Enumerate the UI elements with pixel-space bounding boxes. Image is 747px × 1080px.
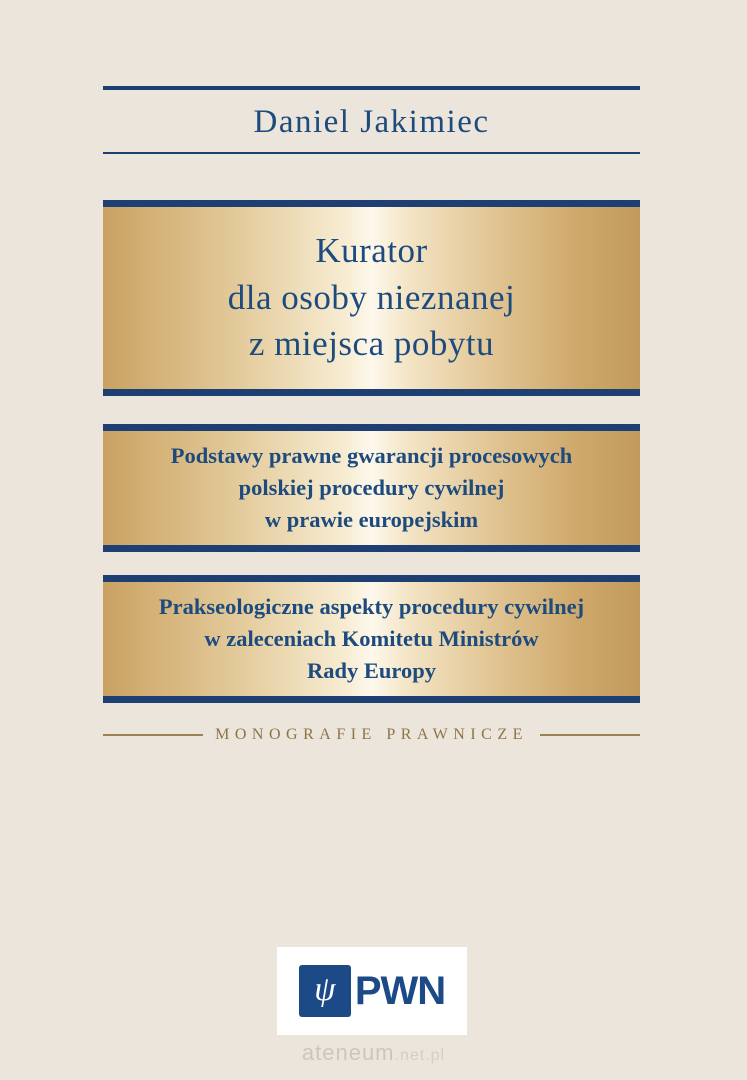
series-label: MONOGRAFIE PRAWNICZE — [215, 726, 528, 743]
subtitle-2-text — [103, 591, 640, 687]
author-bottom-rule — [103, 152, 640, 154]
subtitle-1-line-1: Podstawy prawne gwarancji procesowych — [170, 443, 573, 469]
series-line — [103, 726, 640, 744]
series-rule-right — [540, 734, 640, 736]
watermark-suffix: .net.pl — [394, 1047, 446, 1064]
title-line-3: z miejsca pobytu — [248, 324, 495, 364]
subtitle-1-text — [103, 440, 640, 536]
author-block — [103, 86, 640, 154]
publisher-logo — [277, 947, 467, 1035]
series-rule-left — [103, 734, 203, 736]
subtitle-panel-1 — [103, 424, 640, 552]
title-panel — [103, 200, 640, 396]
title-line-2: dla osoby nieznanej — [227, 277, 516, 317]
subtitle-2-line-2: w zaleceniach Komitetu Ministrów — [204, 626, 539, 652]
watermark — [0, 1040, 747, 1066]
subtitle-panel-2 — [103, 575, 640, 703]
subtitle-1-line-3: w prawie europejskim — [264, 506, 479, 532]
pwn-mark-glyph: ψ — [314, 971, 336, 1008]
subtitle-2-line-1: Prakseologiczne aspekty procedury cywilnej — [158, 594, 585, 620]
subtitle-1-line-2: polskiej procedury cywilnej — [238, 475, 505, 501]
title-text — [103, 228, 640, 368]
pwn-mark-icon — [299, 965, 351, 1017]
watermark-main: ateneum — [301, 1040, 395, 1065]
publisher-name: PWN — [354, 969, 446, 1013]
title-line-1: Kurator — [315, 231, 428, 271]
publisher-logo-inner — [299, 965, 445, 1017]
author-name: Daniel Jakimiec — [253, 104, 490, 140]
subtitle-2-line-3: Rady Europy — [306, 657, 436, 683]
